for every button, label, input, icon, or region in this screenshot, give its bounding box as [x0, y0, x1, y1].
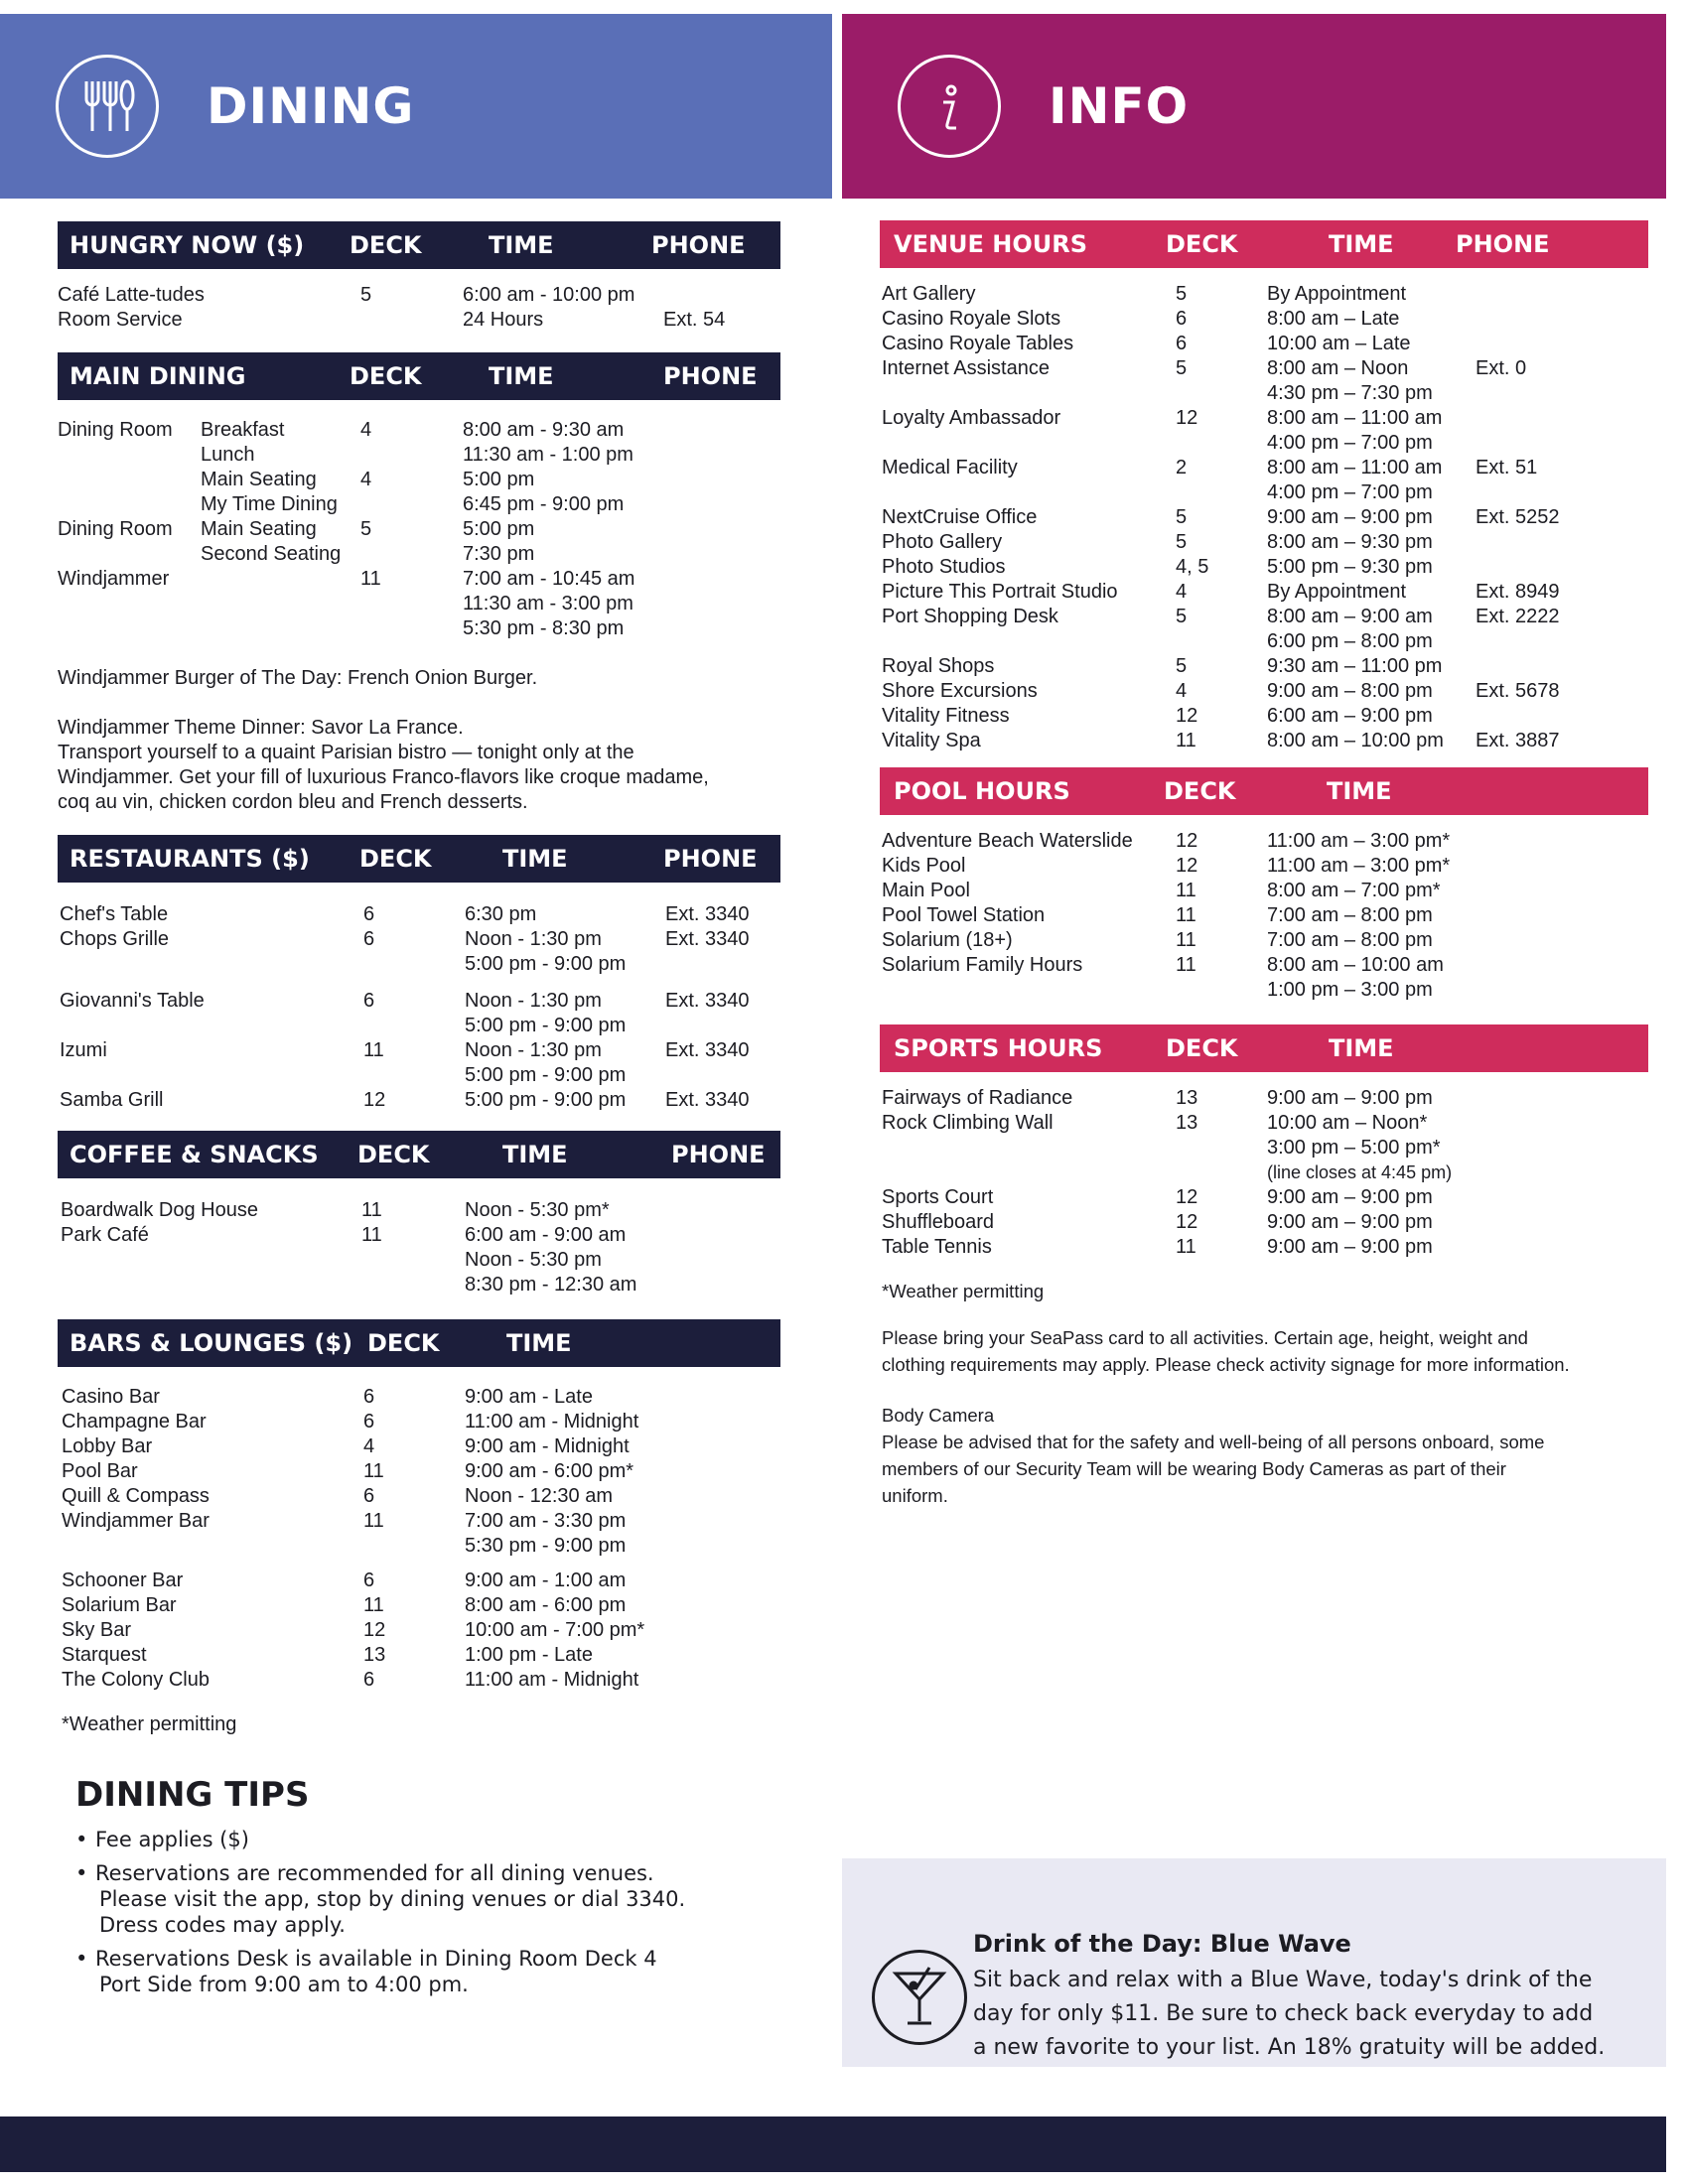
main-dining-header [58, 352, 780, 400]
table-row: Schooner Bar 6 9:00 am - 1:00 am [62, 1570, 627, 1591]
footer-bar [0, 2116, 1666, 2172]
table-row: Noon - 5:30 pm [465, 1249, 602, 1271]
table-row: 5:00 pm - 9:00 pm [465, 1064, 627, 1086]
dining-tips-title: DINING TIPS [75, 1775, 310, 1815]
table-row: Second Seating 7:30 pm [201, 543, 535, 565]
bars-title: BARS & LOUNGES ($) [70, 1329, 353, 1357]
bars-header [58, 1319, 780, 1367]
table-row: Sports Court 12 9:00 am – 9:00 pm [882, 1186, 1433, 1208]
table-row: Room Service 24 Hours Ext. 54 [58, 309, 726, 331]
coffee-list [58, 1198, 780, 1297]
table-row: Table Tennis 11 9:00 am – 9:00 pm [882, 1236, 1433, 1258]
theme-dinner-title: Windjammer Theme Dinner: Savor La France. [58, 717, 464, 739]
pool-title: POOL HOURS [894, 777, 1070, 805]
seapass-note: Please bring your SeaPass card to all activities. Certain age, height, weight and clothing requirements may apply. Please check activity signage for more information. [882, 1327, 1570, 1375]
info-title: INFO [1049, 77, 1190, 135]
time-header: TIME [1329, 1034, 1394, 1062]
hungry-now-header [58, 221, 780, 269]
table-row: Windjammer 11 7:00 am - 10:45 am [58, 568, 635, 590]
table-row: Casino Royale Tables 6 10:00 am – Late [882, 333, 1411, 354]
restaurants-header [58, 835, 780, 883]
time-header: TIME [489, 231, 554, 259]
weather-note: *Weather permitting [62, 1713, 237, 1735]
table-row: 4:00 pm – 7:00 pm [1267, 432, 1433, 454]
list-item: • Fee applies ($) [75, 1827, 780, 1852]
theme-dinner-line: Windjammer. Get your fill of luxurious Franco-flavors like croque madame, [58, 766, 709, 788]
table-row: Park Café 11 6:00 am - 9:00 am [61, 1224, 627, 1246]
phone-header: PHONE [663, 845, 758, 873]
info-banner [842, 14, 1666, 199]
table-row: Lunch 11:30 am - 1:00 pm [201, 444, 633, 466]
coffee-title: COFFEE & SNACKS [70, 1141, 319, 1168]
table-row: Kids Pool 12 11:00 am – 3:00 pm* [882, 855, 1451, 877]
sports-header [880, 1024, 1648, 1072]
table-row: Vitality Fitness 12 6:00 am – 9:00 pm [882, 705, 1433, 727]
table-row: Solarium Bar 11 8:00 am - 6:00 pm [62, 1594, 627, 1616]
body-camera-title: Body Camera [882, 1405, 995, 1426]
dining-column [58, 221, 780, 2005]
phone-header: PHONE [671, 1141, 766, 1168]
info-column [880, 220, 1648, 1509]
table-row: Fairways of Radiance 13 9:00 am – 9:00 pm [882, 1087, 1433, 1109]
table-row: Shore Excursions 4 9:00 am – 8:00 pm Ext. 5678 [882, 680, 1560, 702]
table-row: 3:00 pm – 5:00 pm* [1267, 1137, 1441, 1159]
table-row: Izumi 11 Noon - 1:30 pm Ext. 3340 [60, 1039, 750, 1061]
table-row: Internet Assistance 5 8:00 am – Noon Ext. 0 [882, 357, 1527, 379]
venue-header [880, 220, 1648, 268]
venue-list [880, 282, 1648, 753]
table-row: Medical Facility 2 8:00 am – 11:00 am Ext. 51 [882, 457, 1538, 478]
theme-dinner-line: Transport yourself to a quaint Parisian bistro — tonight only at the [58, 742, 634, 763]
table-row: Quill & Compass 6 Noon - 12:30 am [62, 1485, 613, 1507]
time-header: TIME [1329, 230, 1394, 258]
sports-title: SPORTS HOURS [894, 1034, 1103, 1062]
table-row: Casino Bar 6 9:00 am - Late [62, 1386, 593, 1408]
table-row: Samba Grill 12 5:00 pm - 9:00 pm Ext. 3340 [60, 1089, 750, 1111]
deck-header: DECK [367, 1329, 440, 1357]
sports-list [880, 1086, 1648, 1260]
table-row: Port Shopping Desk 5 8:00 am – 9:00 am Ext. 2222 [882, 606, 1560, 627]
table-row: Sky Bar 12 10:00 am - 7:00 pm* [62, 1619, 645, 1641]
dining-banner [0, 14, 832, 199]
table-row: 4:30 pm – 7:30 pm [1267, 382, 1433, 404]
table-row: Rock Climbing Wall 13 10:00 am – Noon* [882, 1112, 1428, 1134]
table-row: Solarium (18+) 11 7:00 am – 8:00 pm [882, 929, 1433, 951]
table-row: Boardwalk Dog House 11 Noon - 5:30 pm* [61, 1199, 610, 1221]
table-row: NextCruise Office 5 9:00 am – 9:00 pm Ext. 5252 [882, 506, 1560, 528]
phone-header: PHONE [1456, 230, 1550, 258]
table-row: 5:00 pm - 9:00 pm [465, 1015, 627, 1036]
list-item: • Reservations Desk is available in Dining Room Deck 4 Port Side from 9:00 am to 4:00 pm. [75, 1946, 780, 1997]
table-row: Casino Royale Slots 6 8:00 am – Late [882, 308, 1400, 330]
table-row: 4:00 pm – 7:00 pm [1267, 481, 1433, 503]
table-row: Loyalty Ambassador 12 8:00 am – 11:00 am [882, 407, 1443, 429]
table-row: Adventure Beach Waterslide 12 11:00 am – 3:00 pm* [882, 830, 1451, 852]
theme-dinner-line: coq au vin, chicken cordon bleu and French desserts. [58, 791, 528, 813]
table-row: Main Seating 4 5:00 pm [201, 469, 535, 490]
table-row: Chops Grille 6 Noon - 1:30 pm Ext. 3340 [60, 928, 750, 950]
deck-header: DECK [1166, 1034, 1238, 1062]
table-row: Dining Room Main Seating 5 5:00 pm [58, 518, 535, 540]
table-row: Pool Bar 11 9:00 am - 6:00 pm* [62, 1460, 634, 1482]
bars-list [58, 1385, 780, 1693]
table-row: (line closes at 4:45 pm) [1267, 1162, 1453, 1182]
table-row: Picture This Portrait Studio 4 By Appointment Ext. 8949 [882, 581, 1560, 603]
deck-header: DECK [357, 1141, 430, 1168]
deck-header: DECK [350, 231, 422, 259]
table-row: Royal Shops 5 9:30 am – 11:00 pm [882, 655, 1443, 677]
table-row: Chef's Table 6 6:30 pm Ext. 3340 [60, 903, 750, 925]
restaurants-title: RESTAURANTS ($) [70, 845, 310, 873]
phone-header: PHONE [663, 362, 758, 390]
coffee-header [58, 1131, 780, 1178]
main-dining-list [58, 418, 780, 641]
table-row: Shuffleboard 12 9:00 am – 9:00 pm [882, 1211, 1433, 1233]
table-row: Lobby Bar 4 9:00 am - Midnight [62, 1435, 630, 1457]
table-row: Windjammer Bar 11 7:00 am - 3:30 pm [62, 1510, 627, 1532]
table-row: My Time Dining 6:45 pm - 9:00 pm [201, 493, 625, 515]
table-row: Champagne Bar 6 11:00 am - Midnight [62, 1411, 639, 1433]
table-row: Photo Studios 4, 5 5:00 pm – 9:30 pm [882, 556, 1433, 578]
table-row: Starquest 13 1:00 pm - Late [62, 1644, 593, 1666]
time-header: TIME [489, 362, 554, 390]
table-row: Giovanni's Table 6 Noon - 1:30 pm Ext. 3340 [60, 990, 750, 1012]
utensils-icon [56, 55, 159, 158]
table-row: Main Pool 11 8:00 am – 7:00 pm* [882, 880, 1441, 901]
table-row: 6:00 pm – 8:00 pm [1267, 630, 1433, 652]
time-header: TIME [506, 1329, 572, 1357]
table-row: 8:30 pm - 12:30 am [465, 1274, 637, 1296]
list-item: • Reservations are recommended for all dining venues. Please visit the app, stop by dining venues or dial 3340. Dress codes may apply. [75, 1860, 780, 1938]
time-header: TIME [1327, 777, 1392, 805]
deck-header: DECK [359, 845, 432, 873]
restaurants-list [58, 902, 780, 1113]
drink-title: Drink of the Day: Blue Wave [973, 1930, 1351, 1958]
main-dining-title: MAIN DINING [70, 362, 246, 390]
pool-header [880, 767, 1648, 815]
table-row: The Colony Club 6 11:00 am - Midnight [62, 1669, 639, 1691]
table-row: Solarium Family Hours 11 8:00 am – 10:00 am [882, 954, 1444, 976]
table-row: Dining Room Breakfast 4 8:00 am - 9:30 am [58, 419, 625, 441]
weather-note: *Weather permitting [882, 1281, 1045, 1301]
hungry-now-title: HUNGRY NOW ($) [70, 231, 305, 259]
dining-tips-list [75, 1827, 780, 1997]
deck-header: DECK [1166, 230, 1238, 258]
spacer-row [58, 977, 780, 989]
table-row: Vitality Spa 11 8:00 am – 10:00 pm Ext. 3887 [882, 730, 1560, 751]
deck-header: DECK [350, 362, 422, 390]
pool-list [880, 829, 1648, 1003]
burger-of-the-day: Windjammer Burger of The Day: French Onion Burger. [58, 667, 538, 689]
table-row: 1:00 pm – 3:00 pm [1267, 979, 1433, 1001]
table-row: 11:30 am - 3:00 pm [463, 593, 633, 614]
info-icon [898, 55, 1001, 158]
drink-of-the-day-box [842, 1858, 1666, 2067]
venue-title: VENUE HOURS [894, 230, 1088, 258]
table-row: Café Latte-tudes 5 6:00 am - 10:00 pm [58, 284, 635, 306]
hungry-now-list [58, 283, 780, 333]
table-row: 5:30 pm - 8:30 pm [463, 617, 625, 639]
table-row: Pool Towel Station 11 7:00 am – 8:00 pm [882, 904, 1433, 926]
cocktail-icon [872, 1950, 967, 2045]
table-row: Art Gallery 5 By Appointment [882, 283, 1407, 305]
table-row: 5:00 pm - 9:00 pm [465, 953, 627, 975]
time-header: TIME [502, 845, 568, 873]
phone-header: PHONE [651, 231, 746, 259]
time-header: TIME [502, 1141, 568, 1168]
table-row: Photo Gallery 5 8:00 am – 9:30 pm [882, 531, 1433, 553]
body-camera-notice: Body Camera Please be advised that for the safety and well-being of all persons onboard, some members of our Security Team will be wearing Body Cameras as part of their uniform. [882, 1402, 1648, 1509]
dining-title: DINING [207, 77, 415, 135]
deck-header: DECK [1164, 777, 1236, 805]
drink-description: Sit back and relax with a Blue Wave, today's drink of the day for only $11. Be sure to check back everyday to add a new favorite to your list. An 18% gratuity will be added. [973, 1968, 1606, 2060]
table-row: 5:30 pm - 9:00 pm [465, 1535, 627, 1557]
